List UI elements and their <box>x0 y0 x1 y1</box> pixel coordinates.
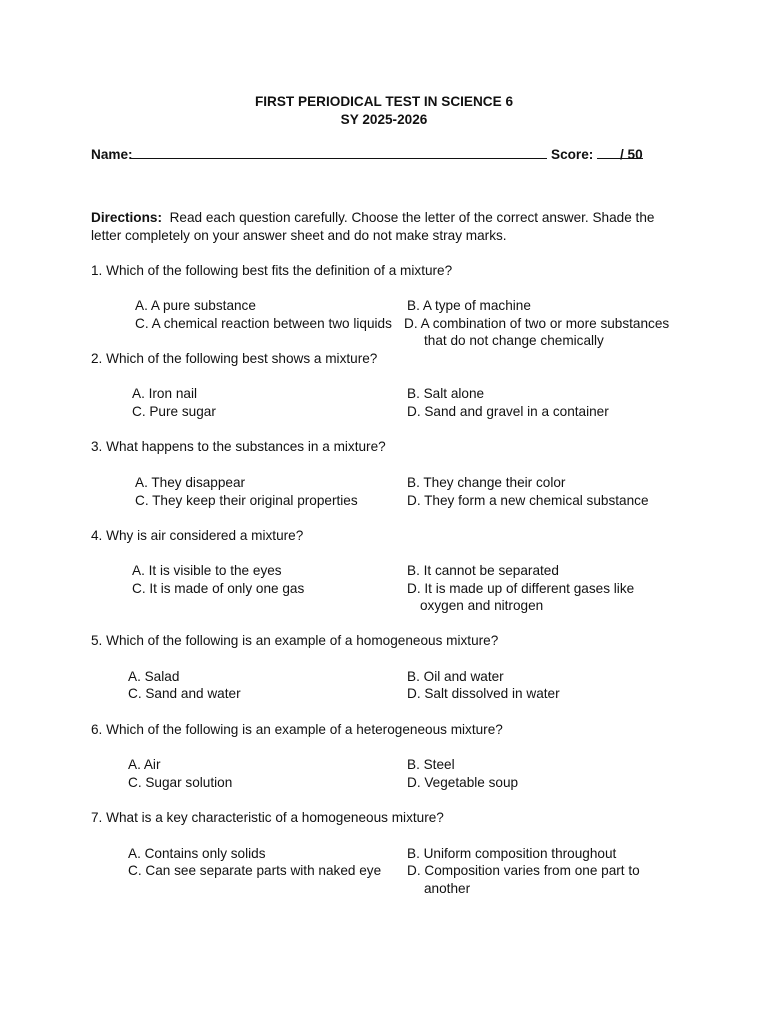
question-4: 4. Why is air considered a mixture? <box>91 528 304 543</box>
test-title: FIRST PERIODICAL TEST IN SCIENCE 6 <box>254 94 514 109</box>
directions-text-1: Read each question carefully. Choose the letter of the correct answer. Shade the <box>169 210 655 225</box>
q4-option-a: A. It is visible to the eyes <box>132 563 282 578</box>
q6-option-c: C. Sugar solution <box>128 775 233 790</box>
score-total: / 50 <box>620 147 643 162</box>
q2-option-a: A. Iron nail <box>132 386 197 401</box>
q7-option-d-cont: another <box>424 881 471 896</box>
q1-option-b: B. A type of machine <box>407 298 531 313</box>
question-1: 1. Which of the following best fits the definition of a mixture? <box>91 263 453 278</box>
q5-option-b: B. Oil and water <box>407 669 504 684</box>
question-6: 6. Which of the following is an example of a heterogeneous mixture? <box>91 722 503 737</box>
q2-option-c: C. Pure sugar <box>132 404 216 419</box>
directions-label: Directions: <box>91 210 163 225</box>
q7-option-c: C. Can see separate parts with naked eye <box>128 863 382 878</box>
q4-option-c: C. It is made of only one gas <box>132 581 305 596</box>
q4-option-b: B. It cannot be separated <box>407 563 559 578</box>
q3-option-b: B. They change their color <box>407 475 566 490</box>
q6-option-b: B. Steel <box>407 757 455 772</box>
q5-option-d: D. Salt dissolved in water <box>407 686 560 701</box>
directions-line-1 <box>91 209 654 227</box>
q7-option-a: A. Contains only solids <box>128 846 266 861</box>
q7-option-d: D. Composition varies from one part to <box>407 863 640 878</box>
q5-option-c: C. Sand and water <box>128 686 241 701</box>
q3-option-d: D. They form a new chemical substance <box>407 493 649 508</box>
name-blank-line <box>131 158 547 159</box>
question-7: 7. What is a key characteristic of a homogeneous mixture? <box>91 810 444 825</box>
q5-option-a: A. Salad <box>128 669 180 684</box>
q1-option-c: C. A chemical reaction between two liquids <box>135 316 392 331</box>
q2-option-d: D. Sand and gravel in a container <box>407 404 609 419</box>
q1-option-d: D. A combination of two or more substances <box>404 316 670 331</box>
name-label: Name: <box>91 147 133 162</box>
school-year: SY 2025-2026 <box>340 112 428 127</box>
q3-option-a: A. They disappear <box>135 475 246 490</box>
q1-option-a: A. A pure substance <box>135 298 256 313</box>
directions-line-2: letter completely on your answer sheet and do not make stray marks. <box>91 228 507 243</box>
question-5: 5. Which of the following is an example of a homogeneous mixture? <box>91 633 499 648</box>
q6-option-a: A. Air <box>128 757 161 772</box>
q1-option-d-cont: that do not change chemically <box>424 333 604 348</box>
question-3: 3. What happens to the substances in a mixture? <box>91 439 386 454</box>
q6-option-d: D. Vegetable soup <box>407 775 519 790</box>
q3-option-c: C. They keep their original properties <box>135 493 358 508</box>
q4-option-d: D. It is made up of different gases like <box>407 581 635 596</box>
q2-option-b: B. Salt alone <box>407 386 485 401</box>
q7-option-b: B. Uniform composition throughout <box>407 846 617 861</box>
score-label: Score: <box>551 147 594 162</box>
q4-option-d-cont: oxygen and nitrogen <box>420 598 544 613</box>
question-2: 2. Which of the following best shows a mixture? <box>91 351 378 366</box>
